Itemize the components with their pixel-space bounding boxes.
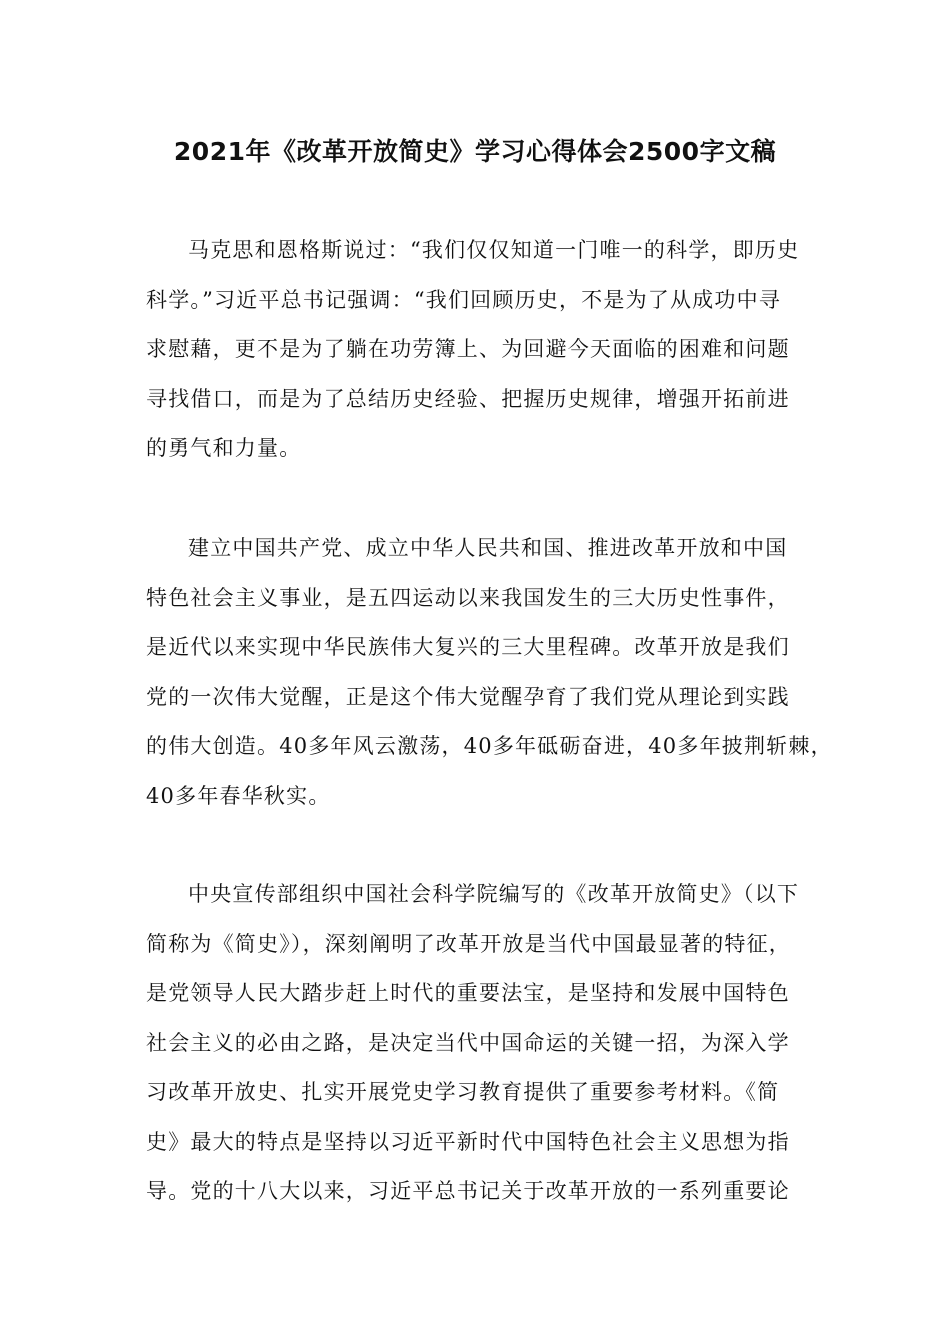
paragraph-line: 寻找借口，而是为了总结历史经验、把握历史规律，增强开拓前进 bbox=[146, 386, 790, 411]
paragraph-line: 中央宣传部组织中国社会科学院编写的《改革开放简史》（以下 bbox=[188, 882, 800, 906]
paragraph-line: 的伟大创造。40多年风云激荡，40多年砥砺奋进，40多年披荆斩棘， bbox=[146, 734, 833, 758]
paragraph-line: 习改革开放史、扎实开展党史学习教育提供了重要参考材料。《简 bbox=[146, 1080, 780, 1104]
paragraph-line: 史》最大的特点是坚持以习近平新时代中国特色社会主义思想为指 bbox=[146, 1129, 790, 1154]
paragraph-line: 科学。”习近平总书记强调：“我们回顾历史，不是为了从成功中寻 bbox=[146, 287, 781, 312]
paragraph-line: 社会主义的必由之路，是决定当代中国命运的关键一招，为深入学 bbox=[146, 1030, 790, 1055]
paragraph-line: 是党领导人民大踏步赶上时代的重要法宝，是坚持和发展中国特色 bbox=[146, 981, 790, 1005]
paragraph-line: 的勇气和力量。 bbox=[146, 436, 302, 460]
paragraph-line: 40多年春华秋实。 bbox=[146, 783, 331, 808]
paragraph-line: 建立中国共产党、成立中华人民共和国、推进改革开放和中国 bbox=[188, 536, 788, 560]
paragraph-line: 求慰藉，更不是为了躺在功劳簿上、为回避今天面临的困难和问题 bbox=[146, 337, 790, 361]
paragraph-line: 简称为《简史》），深刻阐明了改革开放是当代中国最显著的特征， bbox=[146, 931, 791, 956]
paragraph-line: 导。党的十八大以来，习近平总书记关于改革开放的一系列重要论 bbox=[146, 1179, 790, 1203]
document-title: 2021年《改革开放简史》学习心得体会2500字文稿 bbox=[173, 137, 777, 166]
paragraph-line: 党的一次伟大觉醒，正是这个伟大觉醒孕育了我们党从理论到实践 bbox=[146, 684, 790, 709]
paragraph-line: 马克思和恩格斯说过：“我们仅仅知道一门唯一的科学，即历史 bbox=[188, 238, 800, 262]
paragraph-line: 是近代以来实现中华民族伟大复兴的三大里程碑。改革开放是我们 bbox=[146, 635, 790, 659]
paragraph-3 bbox=[146, 870, 826, 1217]
paragraph-line: 特色社会主义事业，是五四运动以来我国发生的三大历史性事件， bbox=[146, 585, 790, 610]
paragraph-2 bbox=[146, 524, 833, 821]
paragraph-1 bbox=[146, 226, 826, 474]
